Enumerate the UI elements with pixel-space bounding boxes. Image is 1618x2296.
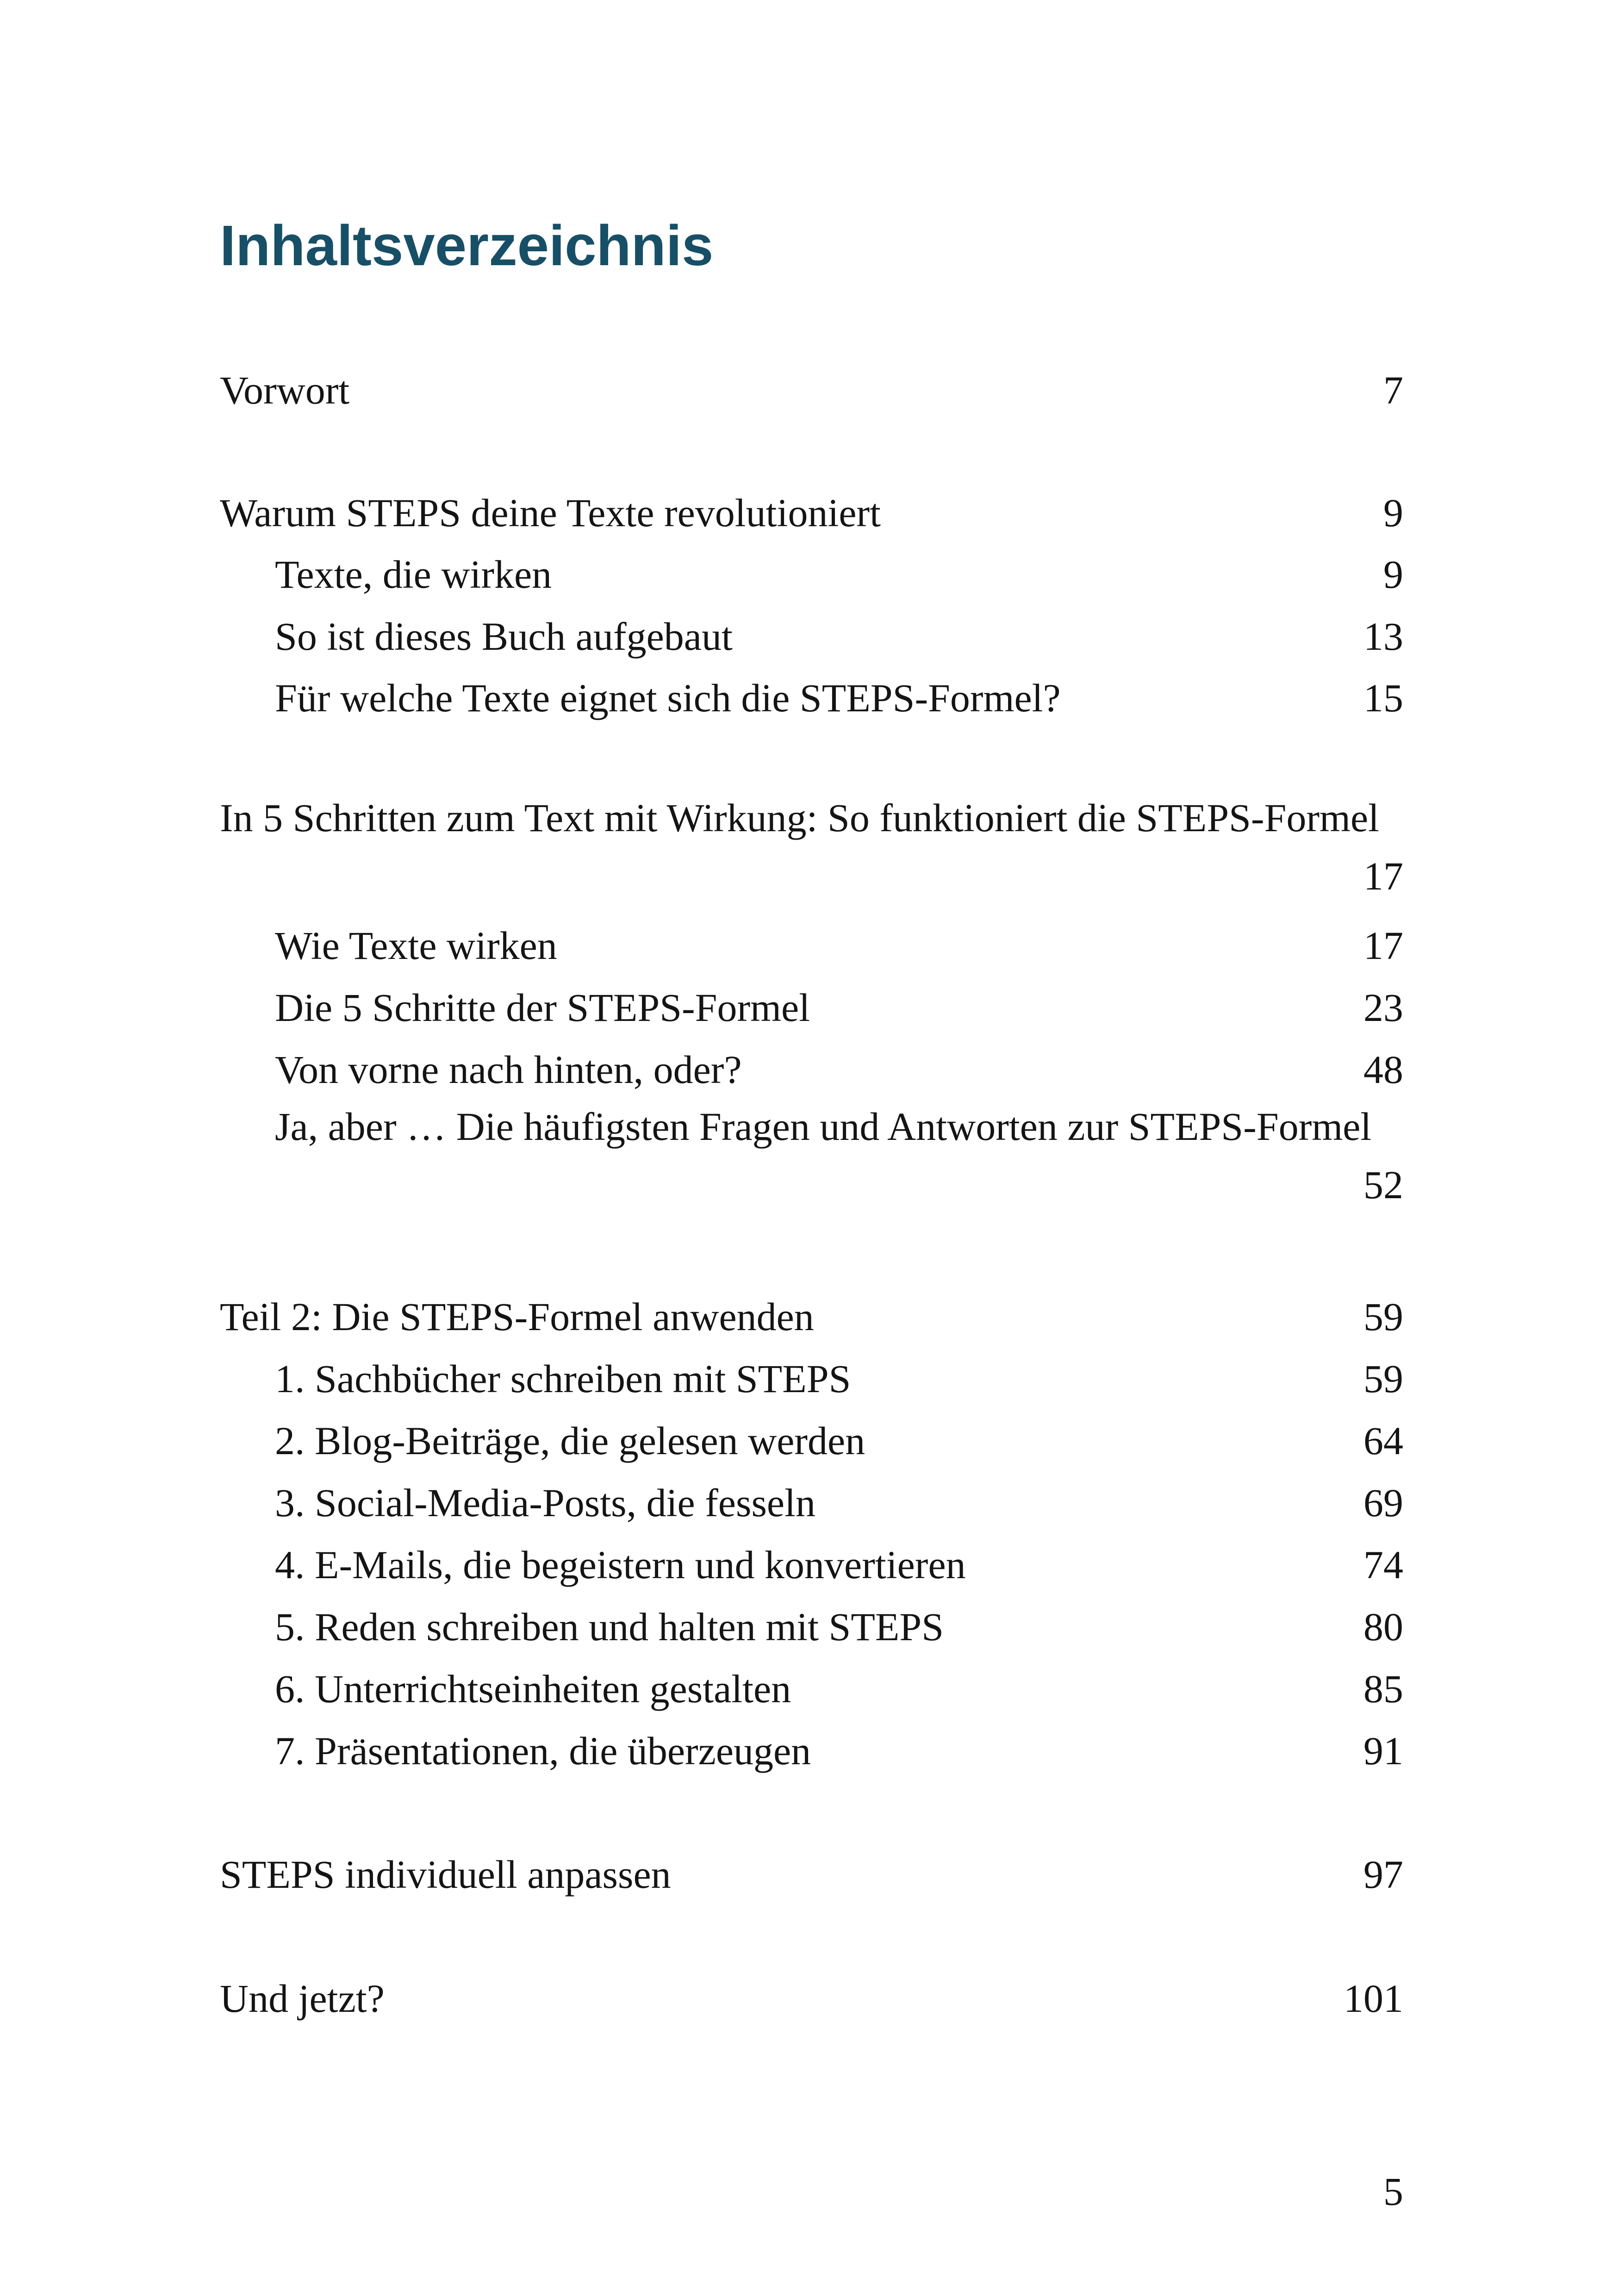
toc-entry-label: STEPS individuell anpassen (220, 1852, 671, 1897)
toc-entry-label: Für welche Texte eignet sich die STEPS-Formel? (275, 676, 1061, 721)
toc-entry-vorwort (220, 359, 1403, 417)
toc-entry-label: 7. Präsentationen, die überzeugen (275, 1729, 811, 1773)
toc-entry-label: Warum STEPS deine Texte revolutioniert (220, 491, 881, 535)
toc-entry-label: Texte, die wirken (275, 552, 552, 597)
toc-entry-page: 17 (1363, 854, 1403, 898)
toc-entry-section (220, 1347, 1403, 1405)
toc-entry-label: Ja, aber … Die häufigsten Fragen und Antworten zur STEPS-Formel (275, 1104, 1372, 1149)
toc-entry-label: Vorwort (220, 368, 350, 413)
toc-entry-label: 5. Reden schreiben und halten mit STEPS (275, 1605, 944, 1649)
toc-entry-label: Teil 2: Die STEPS-Formel anwenden (220, 1294, 814, 1339)
toc-entry-page: 48 (1363, 1047, 1403, 1092)
toc-entry-section (220, 1595, 1403, 1653)
toc-entry-section (220, 1657, 1403, 1715)
toc-entry-section (220, 1095, 1403, 1216)
toc-entry-page: 74 (1363, 1543, 1403, 1587)
toc-entry-page: 9 (1383, 491, 1403, 535)
toc-entry-chapter (220, 787, 1403, 907)
toc-entry-label: Wie Texte wirken (275, 923, 557, 968)
toc-entry-label: Von vorne nach hinten, oder? (275, 1047, 742, 1092)
toc-entry-page: 97 (1363, 1852, 1403, 1897)
toc-entry-chapter (220, 1967, 1403, 2025)
toc-entry-label: So ist dieses Buch aufgebaut (275, 614, 733, 659)
page-number: 5 (1383, 2169, 1403, 2214)
toc-entry-page: 59 (1363, 1356, 1403, 1401)
toc-entry-page: 59 (1363, 1294, 1403, 1339)
toc-entry-page: 17 (1363, 923, 1403, 968)
toc-entry-section (220, 666, 1403, 724)
toc-entry-label: 2. Blog-Beiträge, die gelesen werden (275, 1419, 865, 1463)
toc-entry-section (220, 976, 1403, 1034)
toc-entry-section (220, 1719, 1403, 1777)
toc-entry-label: Die 5 Schritte der STEPS-Formel (275, 985, 810, 1030)
toc-entry-page: 69 (1363, 1481, 1403, 1525)
toc-entry-page: 101 (1344, 1976, 1403, 2021)
toc-entry-section (220, 605, 1403, 663)
toc-entry-section (220, 1533, 1403, 1591)
toc-entry-label: 1. Sachbücher schreiben mit STEPS (275, 1356, 851, 1401)
toc-entry-page: 64 (1363, 1419, 1403, 1463)
toc-entry-section (220, 1471, 1403, 1529)
toc-entry-chapter (220, 1285, 1403, 1343)
page-title: Inhaltsverzeichnis (220, 214, 714, 278)
toc-entry-label: 4. E-Mails, die begeistern und konvertieren (275, 1543, 966, 1587)
toc-entry-page: 91 (1363, 1729, 1403, 1773)
toc-entry-page: 13 (1363, 614, 1403, 659)
toc-entry-label: 3. Social-Media-Posts, die fesseln (275, 1481, 815, 1525)
toc-entry-chapter (220, 481, 1403, 539)
toc-entry-label: In 5 Schritten zum Text mit Wirkung: So funktioniert die STEPS-Formel (220, 796, 1380, 840)
toc-entry-page: 9 (1383, 552, 1403, 597)
toc-entry-page: 85 (1363, 1667, 1403, 1711)
toc-entry-section (220, 1038, 1403, 1096)
toc-entry-chapter (220, 1843, 1403, 1901)
toc-entry-page: 52 (1363, 1163, 1403, 1207)
toc-entry-section (220, 543, 1403, 601)
toc-entry-page: 23 (1363, 985, 1403, 1030)
toc-entry-label: Und jetzt? (220, 1976, 385, 2021)
toc-entry-page: 7 (1383, 368, 1403, 413)
toc-entry-section (220, 914, 1403, 972)
toc-entry-page: 15 (1363, 676, 1403, 721)
toc-entry-label: 6. Unterrichtseinheiten gestalten (275, 1667, 791, 1711)
toc-entry-section (220, 1409, 1403, 1467)
toc-entry-page: 80 (1363, 1605, 1403, 1649)
